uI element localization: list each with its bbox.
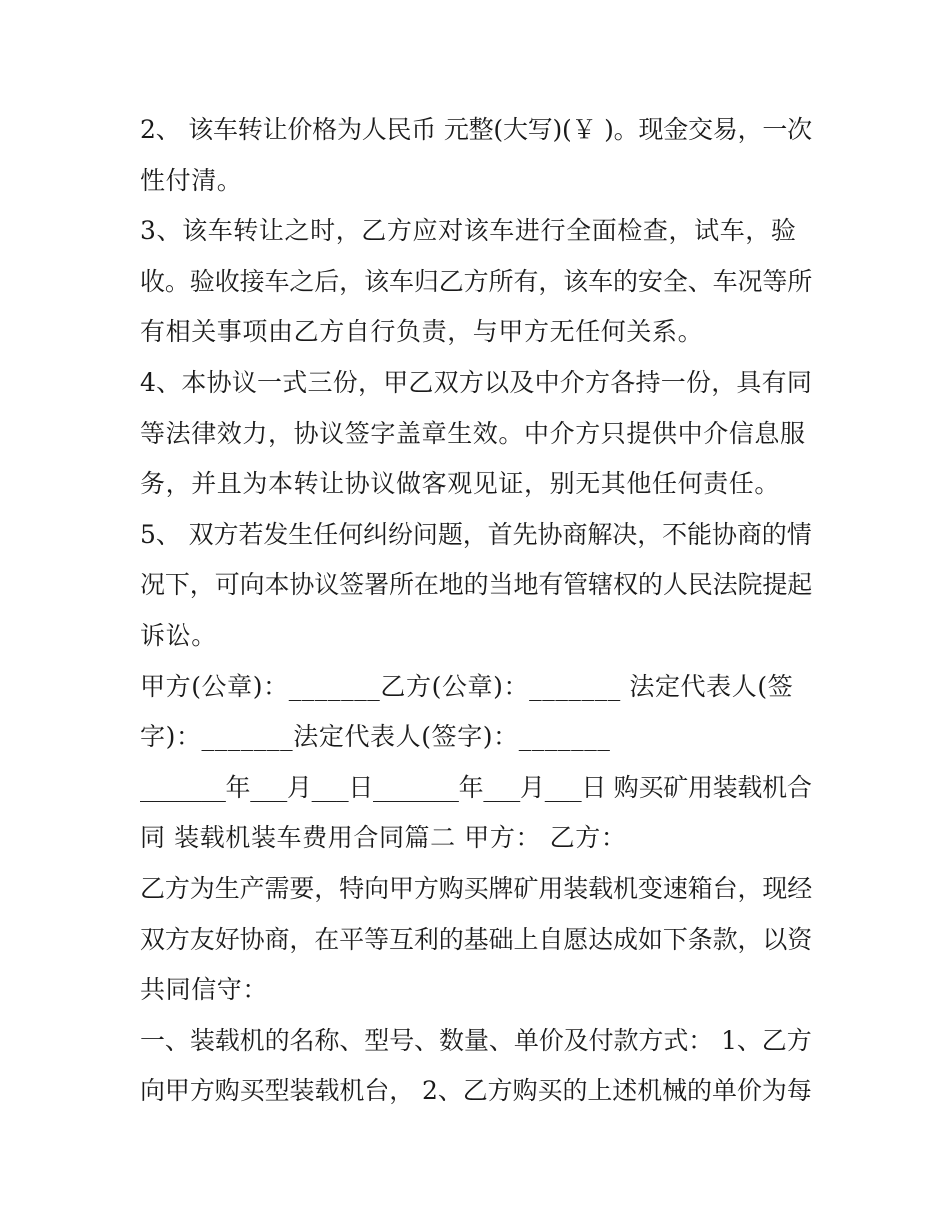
text-line: 等法律效力，协议签字盖章生效。中介方只提供中介信息服 <box>140 419 806 448</box>
text-line: 乙方为生产需要，特向甲方购买牌矿用装载机变速箱台，现经 <box>140 874 813 903</box>
text-line: 3、该车转让之时，乙方应对该车进行全面检查，试车，验 <box>140 216 797 245</box>
text-line: 一、装载机的名称、型号、数量、单价及付款方式： 1、乙方 <box>140 1026 812 1055</box>
text-line: 4、本协议一式三份，甲乙双方以及中介方各持一份，具有同 <box>140 368 813 397</box>
text-line: 向甲方购买型装载机台， 2、乙方购买的上述机械的单价为每 <box>140 1076 812 1105</box>
text-line: 同 装载机装车费用合同篇二 甲方： 乙方： <box>140 823 627 852</box>
text-line: 诉讼。 <box>140 621 217 650</box>
text-line: 况下，可向本协议签署所在地的当地有管辖权的人民法院提起 <box>140 570 813 599</box>
text-line: 2、 该车转让价格为人民币 元整(大写)(￥ )。现金交易，一次 <box>140 115 812 144</box>
text-line: 有相关事项由乙方自行负责，与甲方无任何关系。 <box>140 317 704 346</box>
text-line: 务，并且为本转让协议做客观见证，别无其他任何责任。 <box>140 469 781 498</box>
text-line: 字)：_______法定代表人(签字)：_______ <box>140 722 611 751</box>
text-line: 5、 双方若发生任何纠纷问题，首先协商解决，不能协商的情 <box>140 520 812 549</box>
text-line: 甲方(公章)：_______乙方(公章)：_______ 法定代表人(签 <box>140 672 794 701</box>
text-line: 性付清。 <box>140 166 243 195</box>
text-line: 双方友好协商，在平等互利的基础上自愿达成如下条款，以资 <box>140 925 813 954</box>
text-line: _______年___月___日_______年___月___日 购买矿用装载机合 <box>140 773 812 802</box>
text-line: 收。验收接车之后，该车归乙方所有，该车的安全、车况等所 <box>140 267 813 296</box>
text-line: 共同信守： <box>140 975 269 1004</box>
